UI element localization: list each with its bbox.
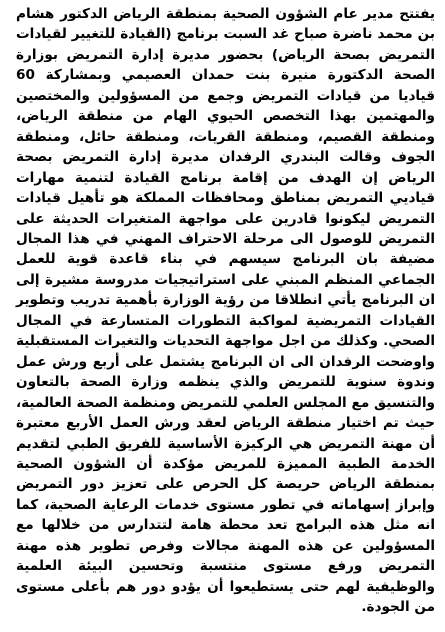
article-body: يفتتح مدير عام الشؤون الصحية بمنطقة الرياض الدكتور هشام بن محمد ناضرة صباح غد السبت برنامج (القيادة للتغيير لقيادات التمريض بصحة الرياض) بحضور مديرة إدارة التمريض بوزارة الصحة الدكتورة منيرة بنت حمدان العصيمي وبمشاركة 60 قياديا من قيادات التمريض وجمع من المسؤولين والمختصين والمهتمين بهذا التخصص الحيوي الهام من منطقة الرياض، ومنطقة القصيم، ومنطقة القريات، ومنطقة حائل، ومنطقة الجوف وقالت البندري الرفدان مديرة إدارة التمريض بصحة الرياض إن الهدف من إقامة برنامج القيادة لتنمية مهارات قياديي التمريض بمناطق ومحافظات المملكة هو تأهيل قيادات التمريض ليكونوا قادرين على مواجهة المتغيرات الحديثة على التمريض للوصول الى مرحلة الاحتراف المهني في هذا المجال مضيفة بان البرنامج سيسهم في بناء قاعدة قوية للعمل الجماعي المنظم المبني على استراتيجيات مدروسة مشيرة إلى ان البرنامج يأتي انطلاقا من رؤية الوزارة بأهمية تدريب وتطوير القيادات التمريضية لمواكبة التطورات المتسارعة في المجال الصحي. وكذلك من اجل مواجهة التحديات والتغيرات المستقبلية واوضحت الرفدان الى ان البرنامج يشتمل على أربع ورش عمل وندوة سنوية للتمريض والذي ينظمه وزارة الصحة بالتعاون والتنسيق مع المجلس العلمي للتمريض ومنظمة الصحة العالمية، حيث تم اختيار منطقة الرياض لعقد ورش العمل الأربع معتبرة أن مهنة التمريض هي الركيزة الأساسية للفريق الطبي لتقديم الخدمة الطبية المميزة للمريض مؤكدة أن الشؤون الصحية بمنطقة الرياض حريصة كل الحرص على تعزيز دور التمريض وإبراز إسهاماته في تطور مستوى خدمات الرعاية الصحية، كما انه مثل هذه البرامج تعد محطة هامة لتتدارس من خلالها مع المسؤولين عن هذه المهنة مجالات وفرص تطوير هذه مهنة التمريض ورفع مستوى منتسبة وتحسين البيئة العلمية والوظيفية لهم حتى يستطيعوا أن يؤدو دور هم بأعلى مستوى من الجودة.: [16, 6, 435, 616]
